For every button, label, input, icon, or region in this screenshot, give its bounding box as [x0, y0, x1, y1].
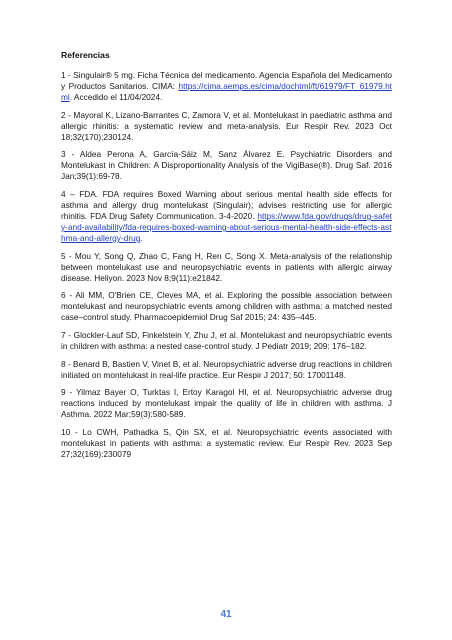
- reference-item: [61, 70, 392, 103]
- reference-item: [61, 427, 392, 460]
- reference-link[interactable]: https://www.fda.gov/drugs/drug-safety-and-availability/fda-requires-boxed-warning-about-serious-mental-health-side-effects-asthma-and-allergy-drug: [61, 211, 392, 244]
- reference-text: 4 – FDA. FDA requires Boxed Warning about serious mental health side effects for asthma and allergy drug montelukast (Singulair); advises restricting use for allergic rhinitis. FDA Drug Safety Communication. 3-4-2020.: [61, 188, 392, 222]
- reference-item: [61, 189, 392, 244]
- reference-item: [61, 149, 392, 182]
- reference-text: 5 - Mou Y, Song Q, Zhao C, Fang H, Ren C, Song X. Meta-analysis of the relationship between montelukast use and neuropsychiatric events in patients with allergic airway disease. Heliyon. 2023 Nov 8;9(11):e21842.: [61, 250, 392, 283]
- reference-item: [61, 110, 392, 143]
- reference-text: 8 - Benard B, Bastien V, Vinet B, et al. Neuropsychiatric adverse drug reactions in children initiated on montelukast in real-life practice. Eur Respir J 2017; 50: 17001148.: [61, 358, 392, 380]
- reference-text: 6 - Ali MM, O'Brien CE, Cleves MA, et al. Exploring the possible association between montelukast and neuropsychiatric events among children with asthma: a matched nested case–control study. Pharmacoepidemiol Drug Saf 2015; 24: 435–445.: [61, 290, 392, 323]
- reference-text-after: . Accedido el 11/04/2024.: [69, 92, 163, 103]
- reference-link[interactable]: https://cima.aemps.es/cima/dochtml/ft/61979/FT_61979.html: [61, 81, 392, 103]
- reference-text: 2 - Mayoral K, Lizano-Barrantes C, Zamora V, et al. Montelukast in paediatric asthma and allergic rhinitis: a systematic review and meta-analysis. Eur Respir Rev. 2023 Oct 18;32(170):230124.: [61, 109, 392, 142]
- reference-text: 10 - Lo CWH, Pathadka S, Qin SX, et al. Neuropsychiatric events associated with montelukast in patients with asthma: a systematic review. Eur Respir Rev. 2023 Sep 27;32(169):230079: [61, 426, 392, 459]
- page-number: 41: [220, 609, 232, 620]
- reference-list: [61, 70, 392, 466]
- reference-text: 1 - Singulair® 5 mg. Ficha Técnica del medicamento. Agencia Española del Medicamento y Productos Sanitarios. CIMA:: [61, 70, 392, 92]
- reference-item: [61, 330, 392, 352]
- reference-item: [61, 251, 392, 284]
- reference-text-after: .: [140, 233, 143, 244]
- page-heading: Referencias: [61, 50, 110, 60]
- reference-item: [61, 290, 392, 323]
- reference-item: [61, 387, 392, 420]
- reference-text: 7 - Glockler-Lauf SD, Finkelstein Y, Zhu J, et al. Montelukast and neuropsychiatric events in children with asthma: a nested case-control study. J Pediatr 2019; 209: 176–182.: [61, 329, 392, 351]
- reference-text: 3 - Aldea Perona A, García-Sáiz M, Sanz Álvarez E. Psychiatric Disorders and Montelukast in Children: A Disproportionality Analysis of the VigiBase(®). Drug Saf. 2016 Jan;39(1):69-78.: [61, 149, 392, 182]
- reference-text: 9 - Yilmaz Bayer O, Turktas I, Ertoy Karagol HI, et al. Neuropsychiatric adverse drug reactions induced by montelukast impair the quality of life in children with asthma. J Asthma. 2022 Mar;59(3):580-589.: [61, 387, 392, 420]
- reference-item: [61, 359, 392, 381]
